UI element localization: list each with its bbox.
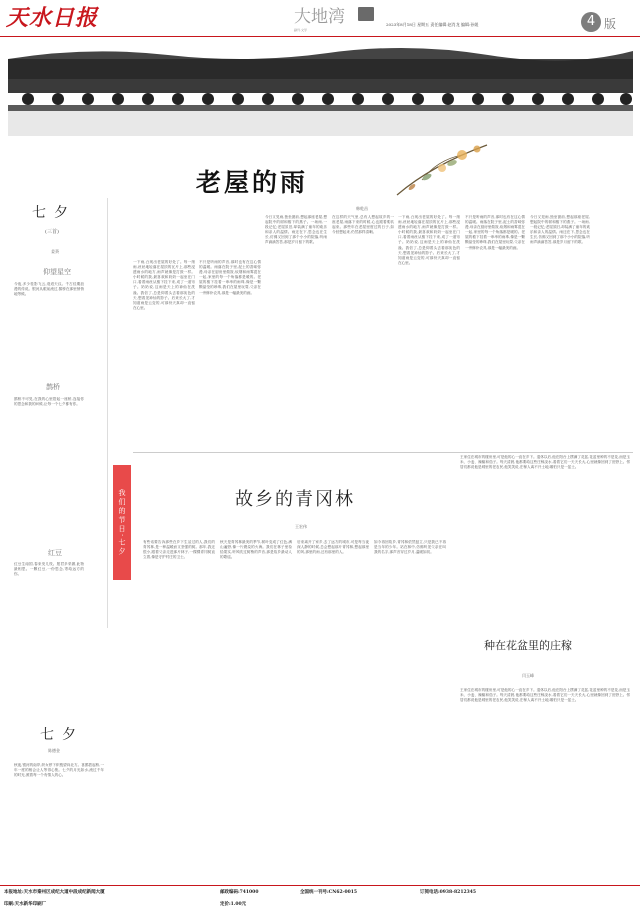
- article2-col1: 有些话要告诉那些在乡下生活过的人,我们的青冈林,是一种温暖而又坚强的树。那年,我还很小,跟着父亲走进那片林子,一棵棵青冈树直立着,像是守护村庄的卫士。: [143, 540, 215, 560]
- poem3-text: 红豆生南国,春来发几枝。愿君多采撷,此物最相思。一颗红豆,一份思念,寄给远方的你。: [14, 562, 84, 577]
- festival-tag: 我们的节日·七夕: [113, 465, 131, 580]
- article1-col4: 在这样的天气里,总有人想起故乡的一座老屋,雨落下来的时候,心也跟着柔软起来。那些年在老屋里度过的日子,如今回想起来,仍然那样清晰。: [332, 215, 394, 235]
- poems-subtitle: (三首): [45, 229, 59, 235]
- footer-phone: 订阅电话:0938-8212345: [420, 890, 476, 895]
- poem2-text: 鹊桥不可见,在我的心里搭起一座桥,连接你的思念和我的问候,让每一个七夕都有你。: [14, 397, 84, 407]
- poem-side-text: 秋夜,银河的南岸,织女停下织梭望向北方。喜鹊搭起桥,一年一度的相会让人等得心焦。七夕的月光如水,流过千年的时光,照着每一个有情人的心。: [14, 763, 104, 778]
- page-number: 4: [581, 12, 601, 32]
- article1-col3: 今日又见雨,独坐窗前,想起那座老屋,想起院中的树和檐下的燕子。一场雨,一段记忆;老屋虽旧,却装满了童年的欢乐和亲人的温情。雨还在下,思念也在生长,仿佛又回到了那个小小的院落,听雨声滴滴答答,那是岁月留下的歌。: [265, 215, 327, 245]
- article1-col7: 今日又见雨,独坐窗前,想起那座老屋,想起院中的树和檐下的燕子。一场雨,一段记忆;老屋虽旧,却装满了童年的欢乐和亲人的温情。雨还在下,思念也在生长,仿佛又回到了那个小小的院落,听雨声滴滴答答,那是岁月留下的歌。: [530, 215, 590, 245]
- poem1-text: 今夜,多少桂影飞云,迢迢天汉。千古佳期浪漫的传说。银河从眼前流过,鹊桥在那里悄悄地等候。: [14, 282, 84, 297]
- article-title-3: 种在花盆里的庄稼: [484, 639, 572, 652]
- article2-col2: 秋天是青冈林最美的季节,树叶变成了红色,满山遍野,像一片燃烧的火海。我们在林子里捡拾果实,听风吹过树梢的声音,那是故乡最动人的歌谣。: [220, 540, 292, 560]
- roof-illustration: [8, 41, 633, 136]
- poem2-title: 鹊桥: [46, 383, 60, 391]
- footer-postcode: 邮政编码:741000: [220, 890, 259, 895]
- poem3-title: 红豆: [48, 549, 62, 557]
- footer: [0, 885, 640, 918]
- article3-top-text: 王家住在城市的楼房里,可是他的心一直在乡下。退休以后,他在阳台上摆满了花盆,花盆里种的不是花,而是玉米、小麦、辣椒和茄子。每天清晨,他都要给这些庄稼浇水,看着它们一天天长大,心里就像回到了田野上。邻居们都说他是城里的老农民,他笑笑说,庄稼人离不开土地,哪怕只是一盆土。: [460, 455, 630, 470]
- article-title-2: 故乡的青冈林: [235, 489, 355, 510]
- article2-col3: 后来离开了家乡,去了远方的城市,可是每当夜深人静的时候,总会想起那片青冈林,想起那里的风,那里的雨,还有那里的人。: [297, 540, 369, 555]
- poem1-title: 仰望星空: [43, 268, 71, 276]
- poem-side-title: 七夕: [40, 727, 84, 743]
- footer-price: 定价:1.00元: [220, 902, 247, 907]
- header-divider: [0, 36, 640, 37]
- header-info: 2023年8月18日 星期五 责任编辑:赵肖龙 编辑:孙媛: [386, 22, 479, 27]
- article3-text: 王家住在城市的楼房里,可是他的心一直在乡下。退休以后,他在阳台上摆满了花盆,花盆里种的不是花,而是玉米、小麦、辣椒和茄子。每天清晨,他都要给这些庄稼浇水,看着它们一天天长大,心里就像回到了田野上。邻居们都说他是城里的老农民,他笑笑说,庄稼人离不开土地,哪怕只是一盆土。: [460, 688, 630, 703]
- flower-illustration: [392, 135, 492, 205]
- footer-issn: 全国统一刊号:CN62-0015: [300, 890, 358, 895]
- column-name: 大地湾: [294, 7, 345, 27]
- footer-printer: 印刷:天水新华印刷厂: [4, 902, 47, 907]
- column-logo-icon: [358, 7, 374, 21]
- section-divider: [133, 452, 633, 453]
- poems-author: 姜葵: [51, 249, 59, 254]
- column-sub: 副刊·文学: [294, 28, 307, 32]
- article-title-1: 老屋的雨: [196, 168, 309, 197]
- article-author-1: 韩乾昌: [356, 206, 368, 211]
- article1-col6: 不只是听雨的声音,那时也有在这心情的温暖。雨落在院子里,泥土的香味弥漫,母亲在厨房里做饭,炊烟和雨雾混在一起,家里的每一个角落都是暖的。老屋的檐下挂着一串串的雨珠,像是一颗颗晶莹的珍珠,我们在屋里玩耍,父亲在一旁修补农具,那是一幅最美的画。: [465, 215, 525, 250]
- masthead: 天水日报: [6, 5, 99, 31]
- article-author-3: 闫玉峰: [522, 673, 534, 678]
- footer-address: 本报地址:天水市秦州区成纪大道中段成纪新闻大厦: [4, 890, 105, 895]
- poem-side-author: 陈德金: [48, 748, 60, 753]
- poems-section-title: 七夕: [32, 205, 76, 221]
- page-unit: 版: [604, 17, 617, 31]
- article1-col2: 不只是听雨的声音,那时也有在这心情的温暖。雨落在院子里,泥土的香味弥漫,母亲在厨房里做饭,炊烟和雨雾混在一起,家里的每一个角落都是暖的。老屋的檐下挂着一串串的雨珠,像是一颗颗晶莹的珍珠,我们在屋里玩耍,父亲在一旁修补农具,那是一幅最美的画。: [199, 260, 261, 295]
- article2-col4: 如今再回故乡,青冈林依然挺立,只是我已不再是当年的少年。站在林中,仿佛听见父亲在叫我的名字,那声音穿过岁月,温暖如初。: [374, 540, 446, 555]
- article-author-2: 王宏伟: [295, 524, 307, 529]
- article1-col5: 一下雨,凸现出老屋的好处了。每一细雨,丝丝地轻落在屋顶的瓦片上,那些浸透雨水的地方,雨声就像是打鼓一样。小时候的我,最喜欢和奶奶一起坐在门口,看着雨丝从檐下挂下来,成了一道帘子。奶奶说,这雨是天上的神仙在洗澡。我信了,总是仰着头去看那灰色的天,想看见神仙的影子。后来长大了,才知道雨是云变的,可那份天真却一直留在心里。: [398, 215, 460, 265]
- article1-col1: 一下雨,凸现出老屋的好处了。每一细雨,丝丝地轻落在屋顶的瓦片上,那些浸透雨水的地方,雨声就像是打鼓一样。小时候的我,最喜欢和奶奶一起坐在门口,看着雨丝从檐下挂下来,成了一道帘子。奶奶说,这雨是天上的神仙在洗澡。我信了,总是仰着头去看那灰色的天,想看见神仙的影子。后来长大了,才知道雨是云变的,可那份天真却一直留在心里。: [133, 260, 195, 310]
